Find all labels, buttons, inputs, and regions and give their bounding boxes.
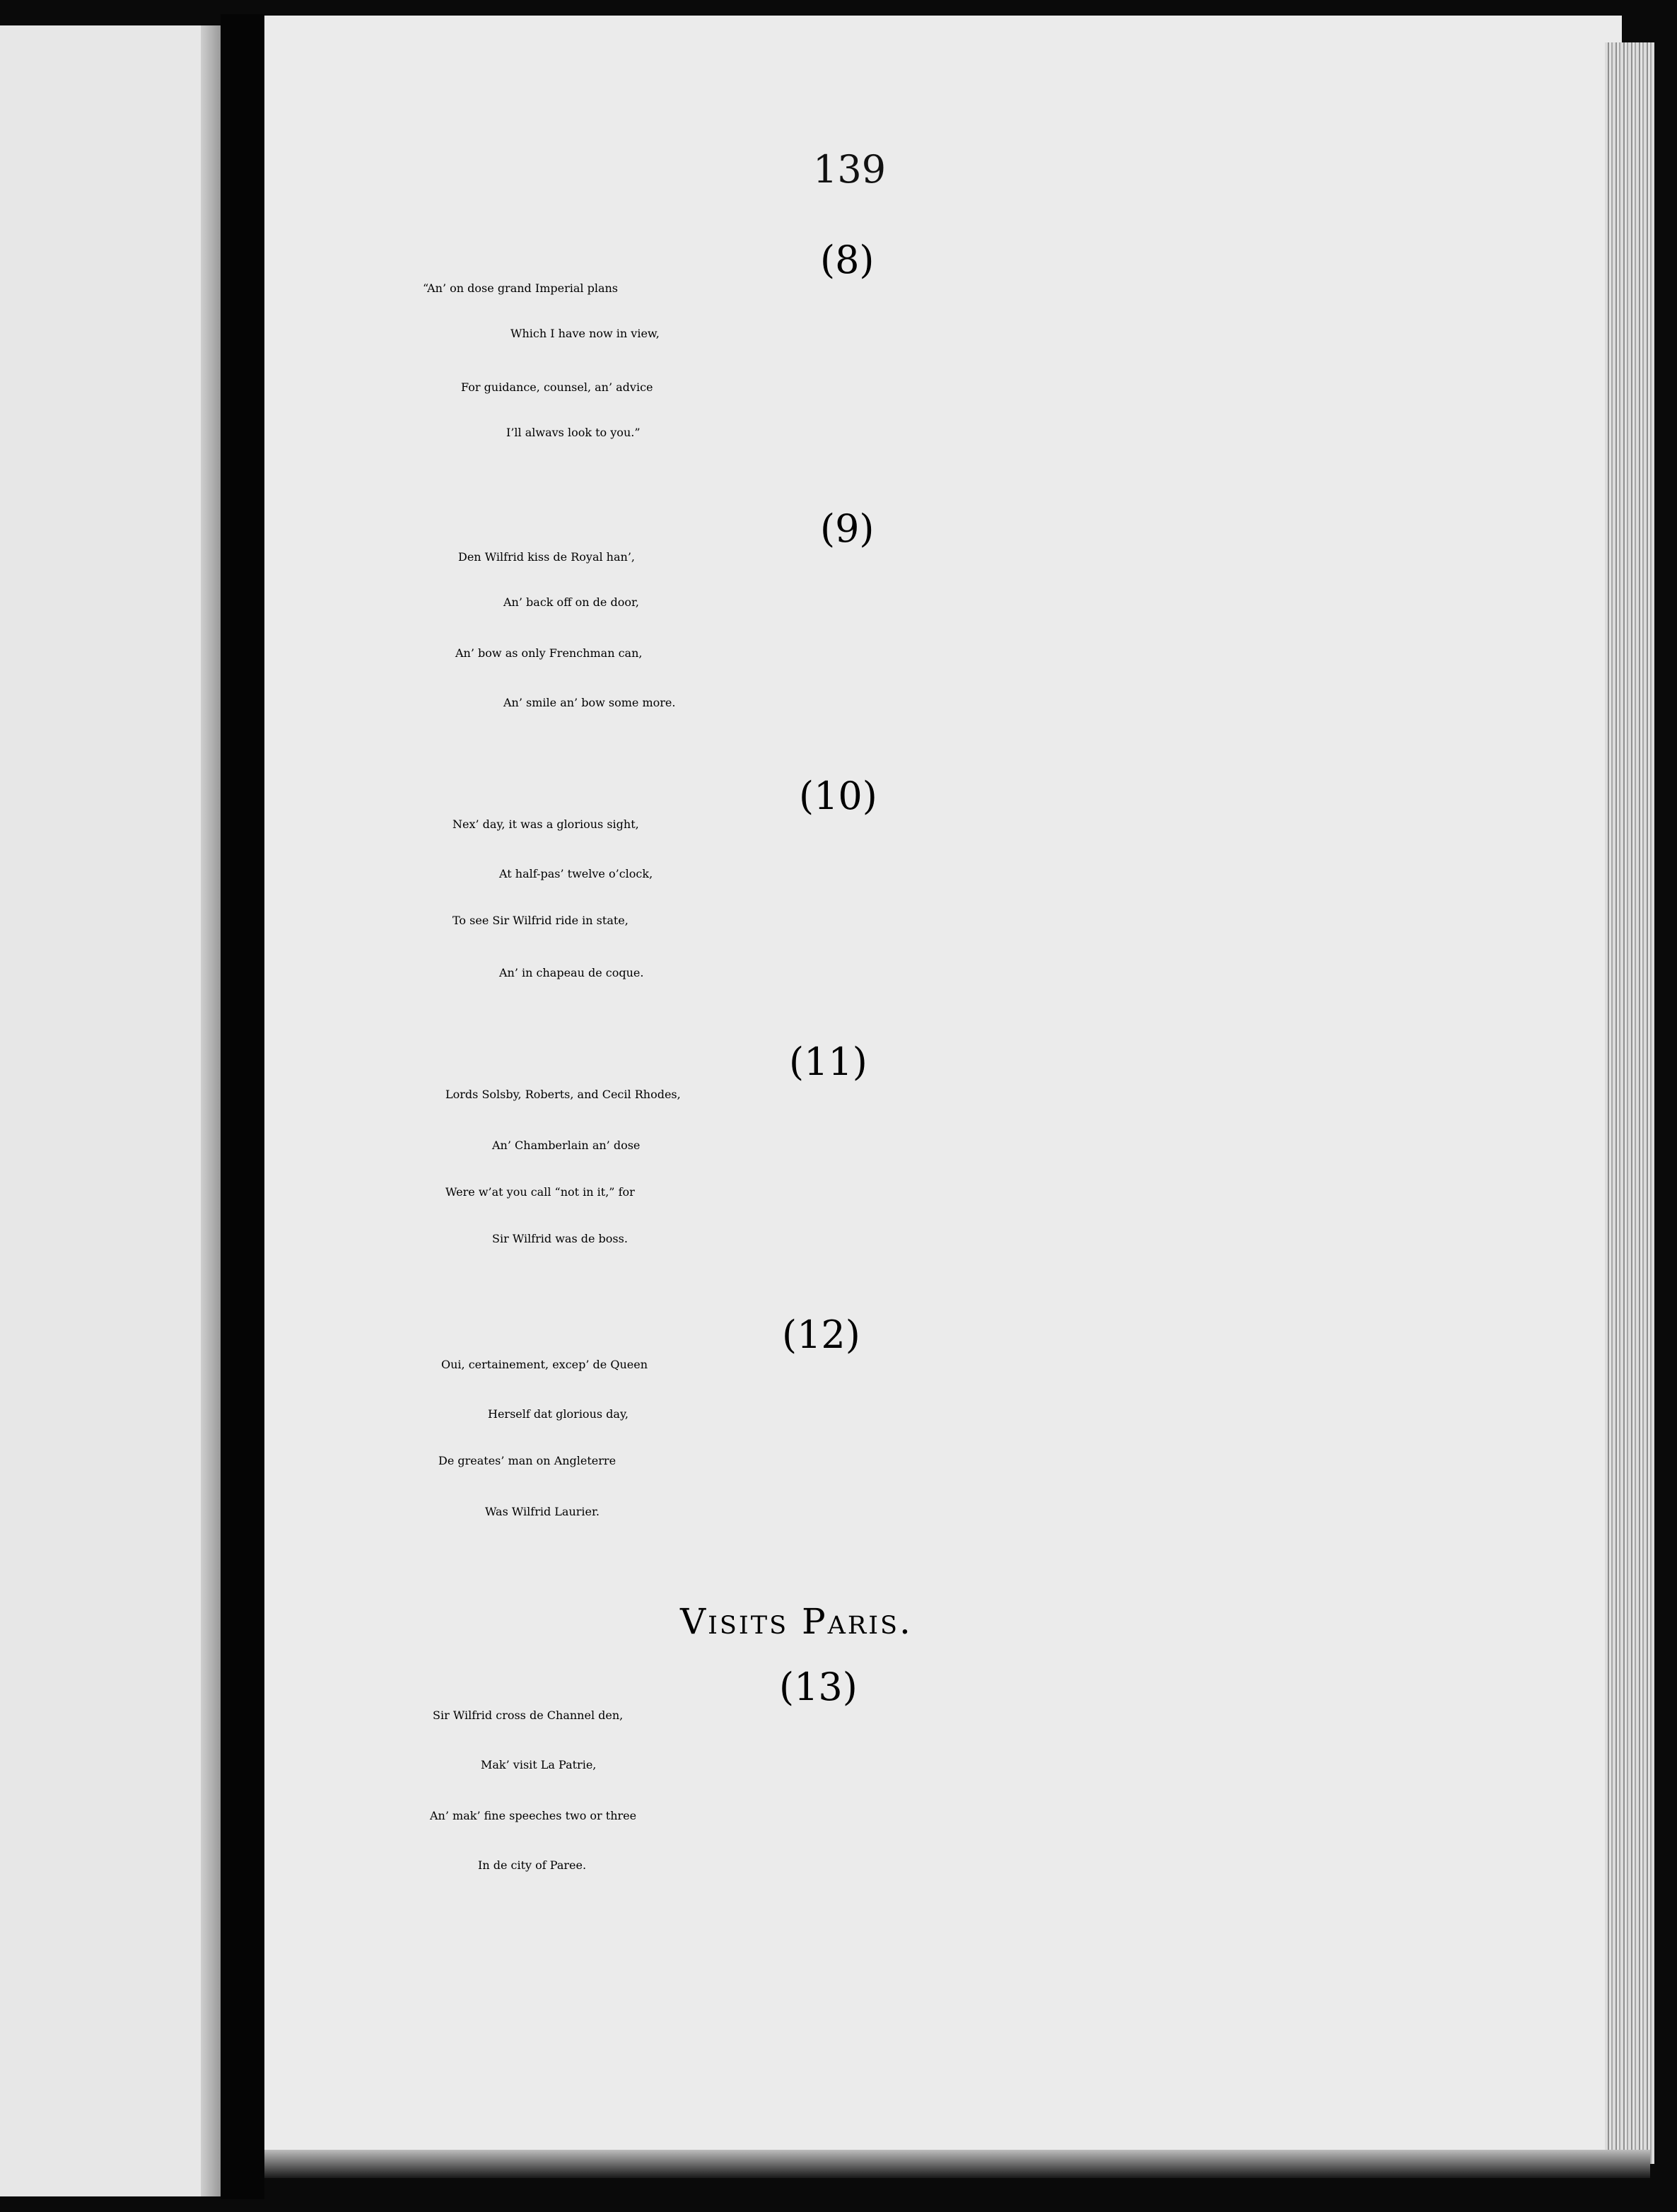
verse-line: An’ bow as only Frenchman can, — [455, 646, 643, 660]
verse-line: “An’ on dose grand Imperial plans — [423, 281, 618, 295]
verse-line: An’ back off on de door, — [503, 595, 639, 609]
verse-line: Nex’ day, it was a glorious sight, — [452, 817, 639, 831]
section-heading: Visits Paris. — [680, 1601, 913, 1642]
page-number: 139 — [813, 147, 887, 192]
verse-line: Mak’ visit La Patrie, — [481, 1758, 597, 1771]
stanza-number: (13) — [779, 1665, 858, 1709]
stanza-number: (10) — [799, 774, 877, 818]
verse-line: Sir Wilfrid was de boss. — [492, 1232, 628, 1245]
stanza-number: (12) — [782, 1312, 860, 1357]
verse-line: Oui, certainement, excep’ de Queen — [441, 1358, 648, 1371]
verse-line: At half-pas’ twelve o’clock, — [499, 867, 653, 880]
verse-line: Den Wilfrid kiss de Royal han’, — [458, 550, 635, 564]
verse-line: For guidance, counsel, an’ advice — [461, 380, 653, 394]
book-gutter — [221, 14, 264, 2199]
verse-line: An’ mak’ fine speeches two or three — [430, 1809, 637, 1822]
verse-line: An’ in chapeau de coque. — [499, 966, 644, 979]
verse-line: Lords Solsby, Roberts, and Cecil Rhodes, — [445, 1088, 681, 1101]
verse-line: Were w’at you call “not in it,” for — [445, 1185, 635, 1199]
stanza-number: (9) — [820, 506, 875, 551]
verse-line: I’ll alwavs look to you.” — [506, 426, 641, 439]
page-edges — [1605, 42, 1654, 2164]
page-bottom-shadow — [264, 2150, 1650, 2178]
verse-line: To see Sir Wilfrid ride in state, — [452, 914, 629, 927]
left-facing-page — [0, 25, 221, 2196]
verse-line: Sir Wilfrid cross de Channel den, — [433, 1709, 624, 1722]
verse-line: Herself dat glorious day, — [488, 1407, 629, 1421]
stanza-number: (11) — [789, 1040, 867, 1084]
verse-line: In de city of Paree. — [478, 1858, 587, 1872]
verse-line: De greates’ man on Angleterre — [438, 1454, 617, 1467]
stanza-number: (8) — [820, 238, 875, 282]
verse-line: An’ smile an’ bow some more. — [503, 696, 676, 709]
verse-line: An’ Chamberlain an’ dose — [492, 1139, 641, 1152]
verse-line: Was Wilfrid Laurier. — [485, 1505, 600, 1518]
verse-line: Which I have now in view, — [510, 327, 660, 340]
